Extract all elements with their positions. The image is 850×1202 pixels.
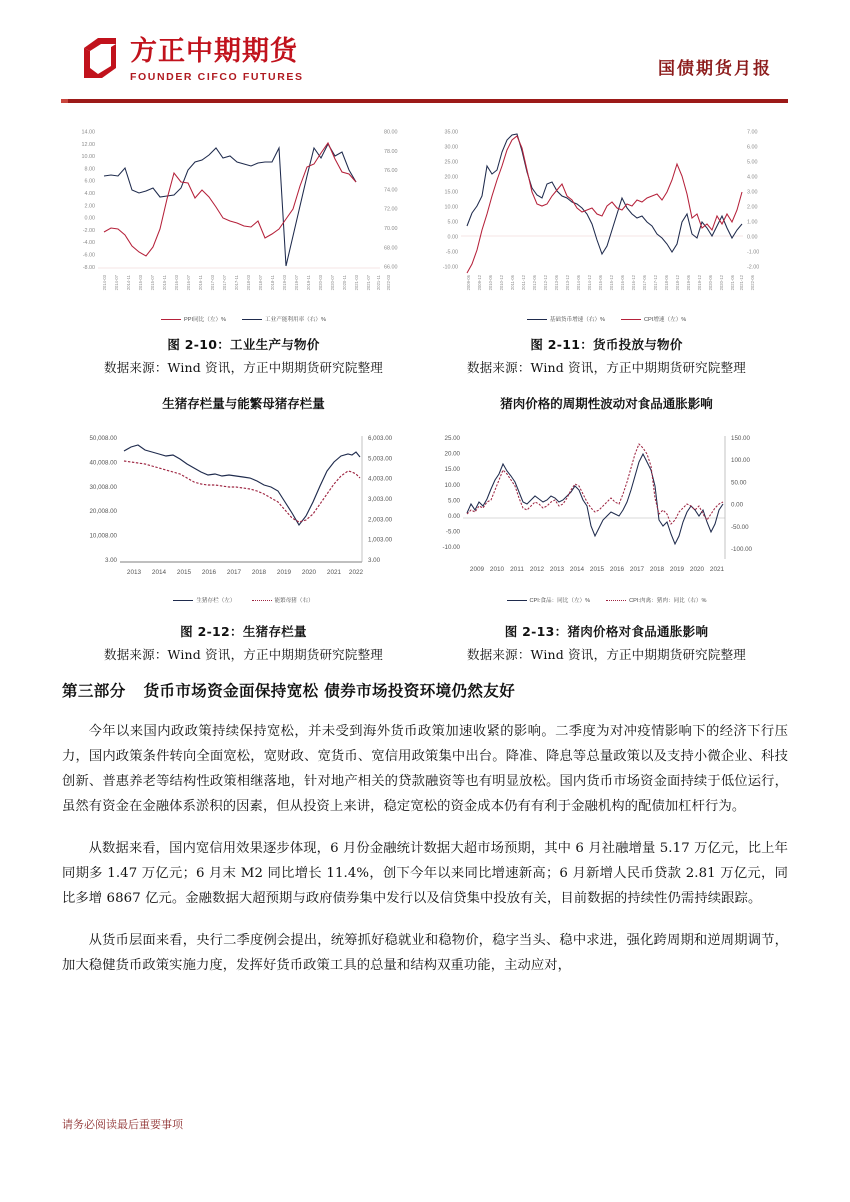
legend-swatch-dotted-icon	[252, 600, 272, 601]
svg-text:2019: 2019	[276, 569, 292, 576]
svg-text:0.00: 0.00	[747, 234, 758, 241]
svg-text:2015: 2015	[176, 569, 192, 576]
svg-text:2020-11: 2020-11	[342, 275, 347, 291]
svg-text:20.00: 20.00	[444, 174, 458, 181]
svg-text:2019: 2019	[669, 566, 685, 573]
svg-text:10.00: 10.00	[444, 204, 458, 211]
svg-text:6.00: 6.00	[747, 144, 758, 151]
figure-source: 数据来源：Wind 资讯，方正中期期货研究院整理	[467, 360, 746, 375]
svg-text:2016-03: 2016-03	[174, 275, 179, 291]
figure-2-11	[425, 116, 788, 376]
svg-text:4,003.00: 4,003.00	[368, 475, 393, 483]
legend-label: CPI:食品：同比（左）%	[529, 598, 591, 604]
svg-text:5.00: 5.00	[747, 159, 758, 166]
svg-text:-1.00: -1.00	[747, 249, 760, 256]
svg-text:1.00: 1.00	[747, 219, 758, 226]
svg-text:2013-12: 2013-12	[565, 275, 570, 291]
svg-text:12.00: 12.00	[81, 141, 95, 148]
svg-text:2016: 2016	[201, 569, 217, 576]
svg-text:2015-06: 2015-06	[598, 275, 603, 291]
svg-text:2017: 2017	[629, 566, 645, 573]
svg-text:-10.00: -10.00	[442, 544, 460, 552]
chart-title-2-12: 生猪存栏量与能繁母猪存栏量	[162, 396, 325, 411]
legend-swatch-line-icon	[242, 319, 262, 320]
svg-text:20.00: 20.00	[444, 450, 460, 458]
legend-item	[621, 315, 686, 323]
footer-disclaimer: 请务必阅读最后重要事项	[62, 1118, 183, 1131]
svg-text:2017-07: 2017-07	[222, 275, 227, 291]
svg-text:3.00: 3.00	[104, 557, 117, 564]
logo-chinese-name: 方正中期期货	[130, 36, 298, 67]
svg-text:15.00: 15.00	[444, 466, 460, 474]
svg-text:2014-07: 2014-07	[114, 275, 119, 291]
svg-text:50.00: 50.00	[731, 479, 747, 487]
svg-text:7.00: 7.00	[747, 129, 758, 136]
svg-text:2015-11: 2015-11	[162, 275, 167, 291]
svg-text:2.00: 2.00	[84, 203, 95, 210]
svg-text:10.00: 10.00	[81, 154, 95, 161]
chart-legend-2-13	[425, 596, 788, 604]
svg-text:4.00: 4.00	[747, 174, 758, 181]
svg-text:2,003.00: 2,003.00	[368, 516, 393, 524]
svg-text:2011: 2011	[510, 566, 524, 573]
chart-canvas-2-13	[425, 414, 788, 594]
legend-swatch-line-icon	[527, 319, 547, 320]
svg-text:2020-12: 2020-12	[719, 275, 724, 291]
figure-caption: 图 2-11：货币投放与物价	[530, 337, 683, 352]
svg-text:30,008.00: 30,008.00	[89, 483, 117, 491]
svg-text:35.00: 35.00	[444, 129, 458, 136]
svg-text:25.00: 25.00	[444, 435, 460, 442]
svg-text:-6.00: -6.00	[82, 252, 95, 259]
svg-text:2020: 2020	[689, 566, 705, 573]
svg-text:2014-12: 2014-12	[587, 275, 592, 291]
legend-label: 基础货币增速（右）%	[549, 317, 606, 323]
svg-text:8.00: 8.00	[84, 166, 95, 173]
legend-label: PPI同比（左）%	[184, 317, 227, 323]
svg-text:2017-06: 2017-06	[642, 275, 647, 291]
svg-text:2022: 2022	[348, 569, 364, 576]
svg-text:5,003.00: 5,003.00	[368, 455, 393, 463]
figure-2-13	[425, 394, 788, 663]
svg-text:2018-12: 2018-12	[675, 275, 680, 291]
svg-text:2016-06: 2016-06	[620, 275, 625, 291]
paragraph: 从数据来看，国内宽信用效果逐步体现，6 月份金融统计数据大超市场预期，其中 6 月社融增量 5.17 万亿元，比上年同期多 1.47 万亿元；6 月末 M2 同比增长 11.4%，创下今年以来同比增速新高；6 月新增人民币贷款 2.81 万亿元，同比多增 6867 亿元。金融数据大超预期与政府债券集中发行以及信贷集中投放有关，目前数据的持续性仍需持续跟踪。	[62, 841, 788, 906]
legend-item	[242, 315, 326, 323]
chart-legend-2-10	[62, 315, 425, 323]
svg-text:20,008.00: 20,008.00	[89, 508, 117, 516]
caption-2-13	[425, 622, 788, 663]
svg-text:3.00: 3.00	[747, 189, 758, 196]
figure-source: 数据来源：Wind 资讯，方正中期期货研究院整理	[467, 647, 746, 662]
svg-text:100.00: 100.00	[731, 457, 750, 465]
svg-text:78.00: 78.00	[384, 148, 398, 155]
svg-text:1,003.00: 1,003.00	[368, 536, 393, 544]
svg-text:2021-03: 2021-03	[354, 275, 359, 291]
svg-text:68.00: 68.00	[384, 245, 398, 252]
svg-text:2015: 2015	[589, 566, 605, 573]
svg-text:30.00: 30.00	[444, 144, 458, 151]
page-header	[0, 0, 850, 110]
legend-item	[252, 596, 314, 604]
svg-text:2021-12: 2021-12	[739, 275, 744, 291]
legend-label: CPI增速（左）%	[644, 317, 687, 323]
svg-text:2018-06: 2018-06	[664, 275, 669, 291]
caption-2-12	[62, 622, 425, 663]
legend-label: 生猪存栏（左）	[196, 598, 236, 604]
svg-text:2019-11: 2019-11	[306, 275, 311, 291]
legend-item	[161, 315, 226, 323]
legend-item	[173, 596, 235, 604]
svg-text:2014-03: 2014-03	[102, 275, 107, 291]
svg-text:2014: 2014	[569, 566, 585, 573]
svg-text:6,003.00: 6,003.00	[368, 435, 393, 442]
legend-item	[527, 315, 605, 323]
svg-text:15.00: 15.00	[444, 189, 458, 196]
svg-text:2010: 2010	[489, 566, 505, 573]
svg-text:2021-06: 2021-06	[730, 275, 735, 291]
svg-text:2011-06: 2011-06	[510, 275, 515, 291]
section-heading	[62, 679, 788, 701]
svg-text:2020: 2020	[301, 569, 317, 576]
svg-text:2013: 2013	[126, 569, 142, 576]
svg-text:6.00: 6.00	[84, 178, 95, 185]
chart-row-1	[62, 116, 788, 376]
figure-source: 数据来源：Wind 资讯，方正中期期货研究院整理	[104, 647, 383, 662]
svg-text:-2.00: -2.00	[82, 227, 95, 234]
figure-2-10	[62, 116, 425, 376]
svg-text:14.00: 14.00	[81, 129, 95, 136]
svg-text:2021-11: 2021-11	[376, 275, 381, 291]
svg-text:2021: 2021	[326, 569, 342, 576]
svg-text:0.00: 0.00	[84, 215, 95, 222]
legend-item	[606, 596, 706, 604]
svg-text:-10.00: -10.00	[442, 264, 458, 271]
svg-text:2013: 2013	[549, 566, 565, 573]
svg-text:2017: 2017	[226, 569, 242, 576]
svg-text:2021-07: 2021-07	[366, 275, 371, 291]
svg-text:2022-03: 2022-03	[386, 275, 391, 291]
svg-text:2019-07: 2019-07	[294, 275, 299, 291]
svg-text:-4.00: -4.00	[82, 240, 95, 247]
svg-text:2014: 2014	[151, 569, 167, 576]
founder-logo-icon	[78, 36, 122, 80]
charts-section	[0, 110, 850, 663]
chart-svg-2-10	[62, 118, 412, 313]
svg-text:2021: 2021	[709, 566, 725, 573]
figure-source: 数据来源：Wind 资讯，方正中期期货研究院整理	[104, 360, 383, 375]
svg-text:2018: 2018	[649, 566, 665, 573]
figure-2-12	[62, 394, 425, 663]
svg-text:0.00: 0.00	[447, 234, 458, 241]
svg-text:2016-11: 2016-11	[198, 275, 203, 291]
svg-text:2010-12: 2010-12	[499, 275, 504, 291]
caption-2-10	[62, 335, 425, 376]
svg-text:2009: 2009	[469, 566, 485, 573]
svg-text:2013-06: 2013-06	[554, 275, 559, 291]
figure-caption: 图 2-12：生猪存栏量	[180, 624, 307, 639]
svg-text:-100.00: -100.00	[731, 546, 752, 553]
svg-text:2014-11: 2014-11	[126, 275, 131, 291]
chart-canvas-2-10	[62, 118, 425, 313]
svg-text:2019-03: 2019-03	[282, 275, 287, 291]
svg-text:2017-11: 2017-11	[234, 275, 239, 291]
legend-swatch-line-icon	[161, 319, 181, 320]
svg-text:2012-06: 2012-06	[532, 275, 537, 291]
svg-text:3.00: 3.00	[368, 557, 381, 564]
chart-svg-2-11	[425, 118, 775, 313]
svg-text:2017-12: 2017-12	[653, 275, 658, 291]
logo-english-name: FOUNDER CIFCO FUTURES	[130, 71, 304, 83]
svg-text:2014-06: 2014-06	[576, 275, 581, 291]
legend-swatch-line-icon	[173, 600, 193, 601]
svg-text:2012-12: 2012-12	[543, 275, 548, 291]
legend-label: 工业产能利用率（右）%	[265, 317, 326, 323]
svg-text:2009-12: 2009-12	[477, 275, 482, 291]
svg-text:2020-03: 2020-03	[318, 275, 323, 291]
legend-swatch-line-icon	[507, 600, 527, 601]
svg-text:5.00: 5.00	[447, 219, 458, 226]
svg-text:2015-12: 2015-12	[609, 275, 614, 291]
svg-text:-50.00: -50.00	[731, 523, 749, 531]
legend-label: CPI:肉禽：猪肉：同比（右）%	[629, 598, 707, 604]
svg-text:5.00: 5.00	[447, 497, 460, 505]
svg-text:25.00: 25.00	[444, 159, 458, 166]
svg-text:2018-07: 2018-07	[258, 275, 263, 291]
legend-swatch-line-icon	[621, 319, 641, 320]
svg-text:76.00: 76.00	[384, 168, 398, 175]
svg-text:2022-06: 2022-06	[750, 275, 755, 291]
legend-label: 能繁母猪（右）	[274, 598, 314, 604]
svg-text:70.00: 70.00	[384, 226, 398, 232]
svg-text:2012: 2012	[529, 566, 545, 573]
svg-text:2016: 2016	[609, 566, 625, 573]
svg-text:0.00: 0.00	[731, 501, 744, 509]
svg-text:2019-12: 2019-12	[697, 275, 702, 291]
legend-item	[507, 596, 591, 604]
svg-text:2.00: 2.00	[747, 204, 758, 211]
figure-caption: 图 2-10：工业生产与物价	[167, 337, 320, 352]
svg-text:2018-03: 2018-03	[246, 275, 251, 291]
svg-text:66.00: 66.00	[384, 264, 398, 271]
svg-text:2020-07: 2020-07	[330, 275, 335, 291]
svg-text:50,008.00: 50,008.00	[89, 435, 117, 442]
chart-legend-2-11	[425, 315, 788, 323]
svg-text:150.00: 150.00	[731, 435, 750, 442]
svg-text:2015-07: 2015-07	[150, 275, 155, 291]
paragraph: 今年以来国内政政策持续保持宽松，并未受到海外货币政策加速收紧的影响。二季度为对冲疫情影响下的经济下行压力，国内政策条件转向全面宽松，宽财政、宽货币、宽信用政策集中出台。降准、降息等总量政策以及支持小微企业、科技创新、普惠养老等结构性政策相继落地，针对地产相关的贷款融资等也有明显放松。国内货币市场资金面持续于低位运行，虽然有资金在金融体系淤积的因素，但从投资上来讲，稳定宽松的资金成本仍有有利于金融机构的配债加杠杆行为。	[62, 724, 788, 814]
svg-text:74.00: 74.00	[384, 187, 398, 194]
svg-text:2019-06: 2019-06	[686, 275, 691, 291]
section-title: 货币市场资金面保持宽松 债券市场投资环境仍然友好	[143, 682, 516, 700]
svg-text:-5.00: -5.00	[445, 528, 460, 536]
figure-caption: 图 2-13：猪肉价格对食品通胀影响	[504, 624, 709, 639]
svg-text:2018: 2018	[251, 569, 267, 576]
chart-title-2-13: 猪肉价格的周期性波动对食品通胀影响	[500, 396, 713, 411]
svg-text:4.00: 4.00	[84, 191, 95, 197]
header-divider	[62, 99, 788, 103]
svg-text:2016-12: 2016-12	[631, 275, 636, 291]
legend-swatch-dotted-icon	[606, 600, 626, 601]
svg-text:-5.00: -5.00	[445, 249, 458, 256]
report-title: 国债期货月报	[658, 59, 772, 79]
svg-text:2011-12: 2011-12	[521, 275, 526, 291]
svg-text:-2.00: -2.00	[747, 264, 760, 271]
chart-canvas-2-12	[62, 414, 425, 594]
svg-text:2018-11: 2018-11	[270, 275, 275, 291]
svg-text:80.00: 80.00	[384, 129, 398, 136]
svg-text:2009-06: 2009-06	[466, 275, 471, 291]
svg-text:3,003.00: 3,003.00	[368, 496, 393, 503]
svg-text:2017-03: 2017-03	[210, 275, 215, 291]
svg-text:10,008.00: 10,008.00	[89, 532, 117, 540]
chart-svg-2-13	[425, 414, 775, 594]
chart-svg-2-12	[62, 414, 412, 594]
section-number: 第三部分	[62, 682, 126, 700]
svg-text:2016-07: 2016-07	[186, 275, 191, 291]
chart-legend-2-12	[62, 596, 425, 604]
chart-row-2	[62, 394, 788, 663]
svg-text:-8.00: -8.00	[82, 264, 95, 271]
svg-text:0.00: 0.00	[447, 513, 460, 520]
svg-text:40,008.00: 40,008.00	[89, 459, 117, 467]
svg-text:2015-03: 2015-03	[138, 275, 143, 291]
svg-text:10.00: 10.00	[444, 481, 460, 489]
article-content	[0, 679, 850, 978]
svg-text:72.00: 72.00	[384, 206, 398, 213]
caption-2-11	[425, 335, 788, 376]
svg-text:2020-06: 2020-06	[708, 275, 713, 291]
svg-text:2010-06: 2010-06	[488, 275, 493, 291]
paragraph: 从货币层面来看，央行二季度例会提出，统筹抓好稳就业和稳物价，稳字当头、稳中求进，强化跨周期和逆周期调节，加大稳健货币政策实施力度，发挥好货币政策工具的总量和结构双重功能，主动应对，	[62, 933, 788, 973]
chart-canvas-2-11	[425, 118, 788, 313]
company-logo	[78, 36, 304, 83]
